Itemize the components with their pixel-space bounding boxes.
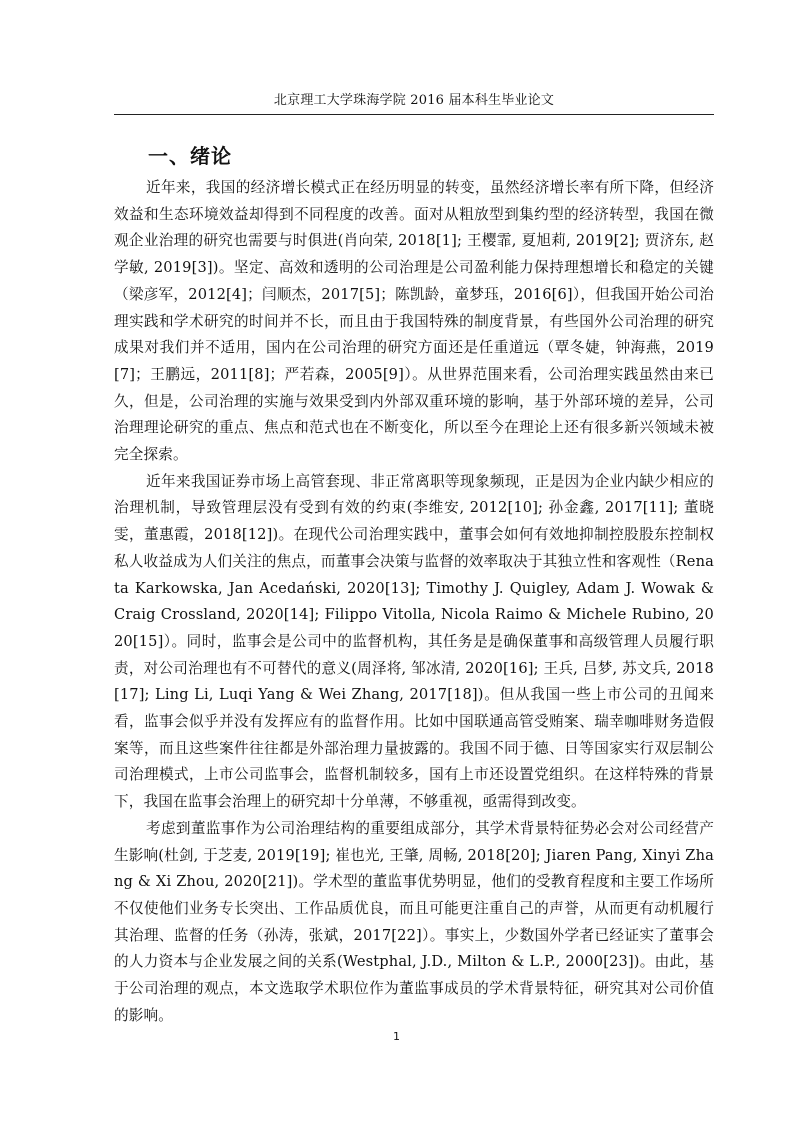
paragraph-2: 近年来我国证券市场上高管套现、非正常离职等现象频现，正是因为企业内缺少相应的治理机制，导致管理层没有受到有效的约束(李维安, 2012[10]; 孙金鑫, 2017[11]; 董晓雯，董惠霞，2018[12])。在现代公司治理实践中，董事会如何有效地抑制控股股东控制权私人收益成为人们关注的焦点，而董事会决策与监督的效率取决于其独立性和客观性（Renata Karkowska, Jan Acedański, 2020[13]; Timothy J. Quigley, Adam J. Wowak & Craig Crossland, 2020[14]; Filippo Vitolla, Nicola Raimo & Michele Rubino, 2020[15]）。同时，监事会是公司中的监督机构，其任务是是确保董事和高级管理人员履行职责，对公司治理也有不可替代的意义(周泽将, 邹冰清, 2020[16]; 王兵, 吕梦, 苏文兵, 2018[17]; Ling Li, Luqi Yang & Wei Zhang, 2017[18])。但从我国一些上市公司的丑闻来看，监事会似乎并没有发挥应有的监督作用。比如中国联通高管受贿案、瑞幸咖啡财务造假案等，而且这些案件往往都是外部治理力量披露的。我国不同于德、日等国家实行双层制公司治理模式，上市公司监事会，监督机制较多，国有上市还设置党组织。在这样特殊的背景下，我国在监事会治理上的研究却十分单薄，不够重视，亟需得到改变。 [114, 472, 714, 811]
running-header: 北京理工大学珠海学院 2016 届本科生毕业论文 [273, 93, 555, 108]
header-rule [114, 114, 714, 115]
paragraph-3: 考虑到董监事作为公司治理结构的重要组成部分，其学术背景特征势必会对公司经营产生影响(杜剑, 于芝麦, 2019[19]; 崔也光, 王肇, 周畅, 2018[20]; Jiaren Pang, Xinyi Zhang & Xi Zhou, 2020[21])。学术型的董监事优势明显，他们的受教育程度和主要工作场所不仅使他们业务专长突出、工作品质优良，而且可能更注重自己的声誉，从而更有动机履行其治理、监督的任务（孙涛，张斌，2017[22]）。事实上，少数国外学者已经证实了董事会的人力资本与企业发展之间的关系(Westphal, J.D., Milton & L.P., 2000[23])。由此，基于公司治理的观点，本文选取学术职位作为董监事成员的学术背景特征，研究其对公司价值的影响。 [114, 819, 714, 1024]
section-heading: 一、绪论 [148, 144, 232, 168]
body-text [114, 175, 714, 1030]
page-number: 1 [393, 1030, 400, 1043]
paragraph-1: 近年来，我国的经济增长模式正在经历明显的转变，虽然经济增长率有所下降，但经济效益和生态环境效益却得到不同程度的改善。面对从粗放型到集约型的经济转型，我国在微观企业治理的研究也需要与时俱进(肖向荣, 2018[1]; 王樱霏, 夏旭莉, 2019[2]; 贾济东, 赵学敏, 2019[3])。坚定、高效和透明的公司治理是公司盈利能力保持理想增长和稳定的关键（梁彦军，2012[4]；闫顺杰，2017[5]；陈凯龄，童梦珏，2016[6]），但我国开始公司治理实践和学术研究的时间并不长，而且由于我国特殊的制度背景，有些国外公司治理的研究成果对我们并不适用，国内在公司治理的研究方面还是任重道远（覃冬婕，钟海燕，2019[7]；王鹏远，2011[8]；严若森，2005[9]）。从世界范围来看，公司治理实践虽然由来已久，但是，公司治理的实施与效果受到内外部双重环境的影响，基于外部环境的差异，公司治理理论研究的重点、焦点和范式也在不断变化，所以至今在理论上还有很多新兴领域未被完全探索。 [114, 179, 714, 464]
